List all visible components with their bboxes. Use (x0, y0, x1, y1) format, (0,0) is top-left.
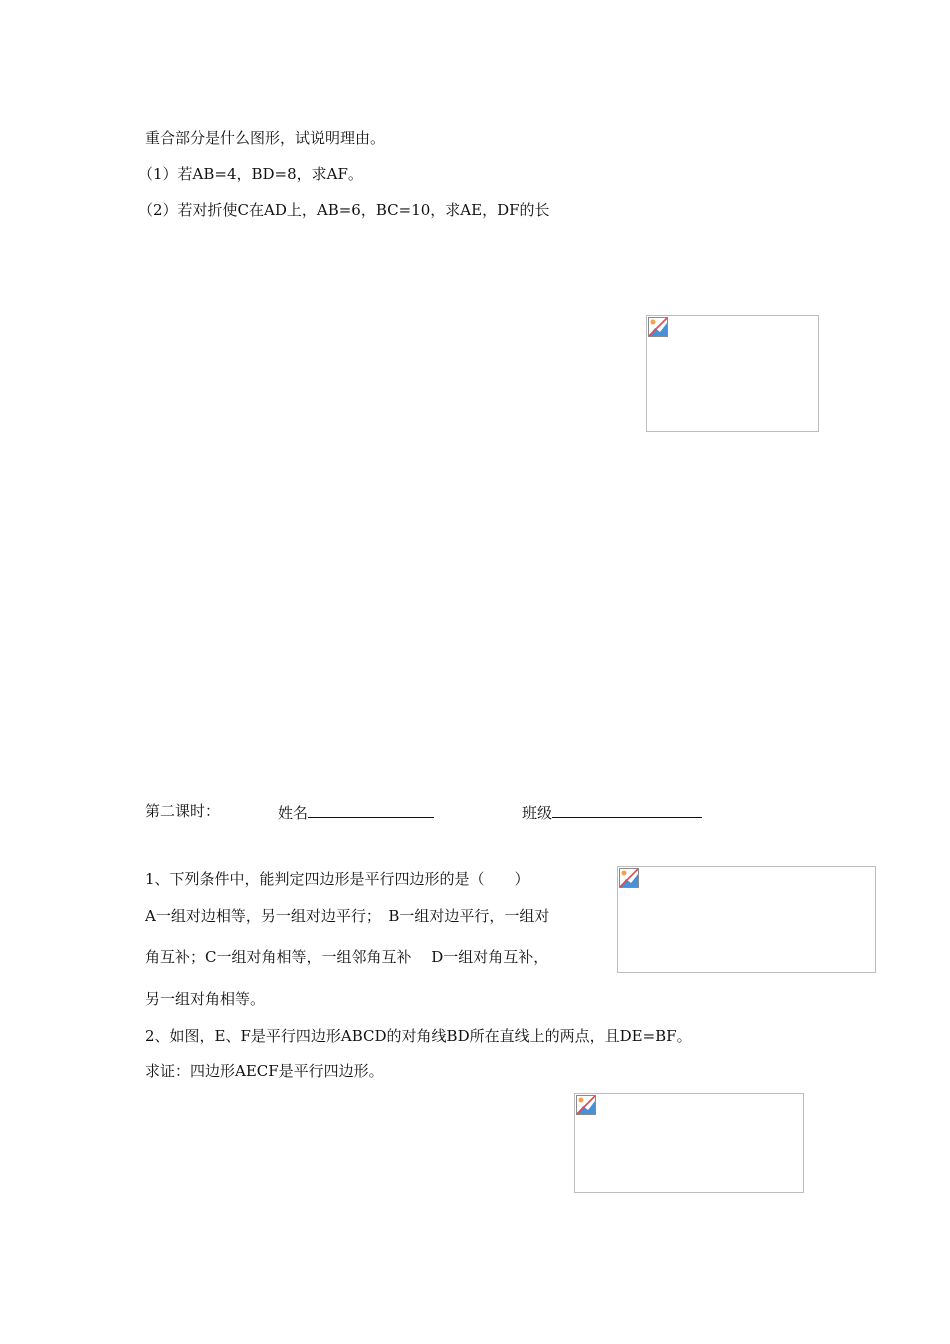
name-label: 姓名 (278, 804, 309, 822)
problem1-line2: A一组对边相等，另一组对边平行； B一组对边平行，一组对 (145, 907, 550, 925)
figure-image-2 (617, 866, 876, 973)
section1-intro: 重合部分是什么图形，试说明理由。 (145, 129, 386, 147)
class-label: 班级 (522, 804, 553, 822)
question-1: （1）若AB=4，BD=8，求AF。 (138, 165, 363, 183)
broken-image-icon (619, 868, 639, 888)
lesson-label: 第二课时： (145, 802, 221, 820)
name-blank[interactable] (308, 801, 434, 818)
problem2-line2: 求证：四边形AECF是平行四边形。 (145, 1062, 384, 1080)
problem2-line1: 2、如图，E、F是平行四边形ABCD的对角线BD所在直线上的两点，且DE=BF。 (145, 1027, 692, 1045)
problem1-line4: 另一组对角相等。 (145, 990, 266, 1008)
broken-image-icon (576, 1095, 596, 1115)
name-field (278, 801, 434, 823)
figure-image-3 (574, 1093, 804, 1193)
class-blank[interactable] (552, 801, 702, 818)
problem1-line3: 角互补；C一组对角相等，一组邻角互补 D一组对角互补， (145, 948, 549, 966)
problem1-line1: 1、下列条件中，能判定四边形是平行四边形的是（ ） (145, 870, 530, 888)
question-2: （2）若对折使C在AD上，AB=6，BC=10，求AE，DF的长 (138, 201, 550, 219)
class-field (522, 801, 702, 823)
broken-image-icon (648, 317, 668, 337)
figure-image-1 (646, 315, 819, 432)
